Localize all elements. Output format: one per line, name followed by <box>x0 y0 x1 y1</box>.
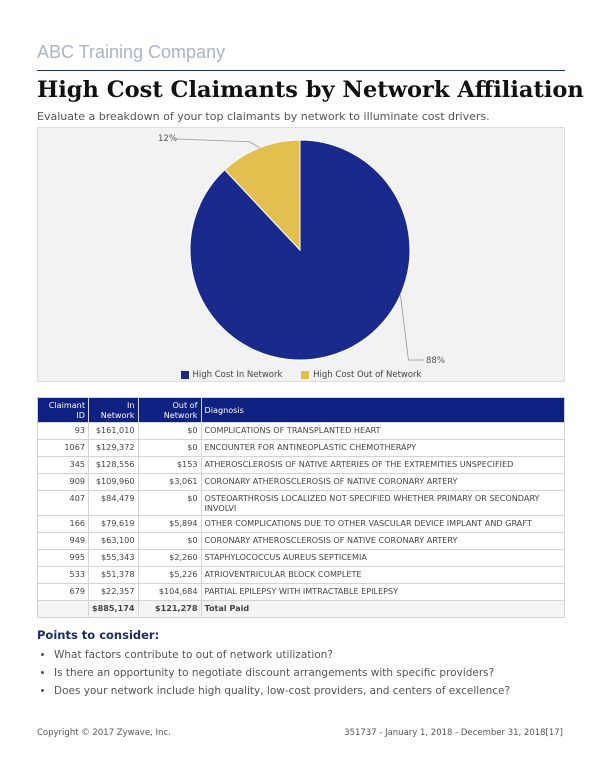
chart-legend <box>38 370 564 382</box>
cell-out-network: $0 <box>138 491 201 516</box>
cell-out-network: $5,894 <box>138 516 201 533</box>
page-title: High Cost Claimants by Network Affiliation <box>37 77 584 103</box>
cell-out-network: $3,061 <box>138 474 201 491</box>
cell-total-in-network: $885,174 <box>89 601 139 618</box>
cell-diagnosis: CORONARY ATHEROSCLEROSIS OF NATIVE CORONARY ARTERY <box>201 474 565 491</box>
table-header-row <box>38 398 565 423</box>
cell-in-network: $22,357 <box>89 584 139 601</box>
cell-out-network: $104,684 <box>138 584 201 601</box>
table-body <box>38 423 565 618</box>
cell-claimant-id: 166 <box>38 516 89 533</box>
footer-report-info: 351737 - January 1, 2018 - December 31, 2018[17] <box>344 728 563 738</box>
cell-out-network: $153 <box>138 457 201 474</box>
list-item: • What factors contribute to out of network utilization? <box>54 648 510 662</box>
legend-label-in-network: High Cost In Network <box>192 370 283 380</box>
cell-in-network: $55,343 <box>89 550 139 567</box>
cell-total-out-network: $121,278 <box>138 601 201 618</box>
cell-diagnosis: STAPHYLOCOCCUS AUREUS SEPTICEMIA <box>201 550 565 567</box>
cell-claimant-id: 407 <box>38 491 89 516</box>
legend-swatch-out-of-network <box>301 371 309 379</box>
pie-leader-line-in-network <box>400 295 424 360</box>
cell-diagnosis: PARTIAL EPILEPSY WITH IMTRACTABLE EPILEPSY <box>201 584 565 601</box>
company-name: ABC Training Company <box>37 42 226 62</box>
pie-chart-panel <box>37 127 565 382</box>
footer-copyright: Copyright © 2017 Zywave, Inc. <box>37 728 171 738</box>
list-item: • Is there an opportunity to negotiate discount arrangements with specific providers? <box>54 666 510 680</box>
table-row <box>38 491 565 516</box>
cell-out-network: $0 <box>138 533 201 550</box>
cell-in-network: $84,479 <box>89 491 139 516</box>
cell-diagnosis: ATHEROSCLEROSIS OF NATIVE ARTERIES OF THE EXTREMITIES UNSPECIFIED <box>201 457 565 474</box>
cell-claimant-id: 909 <box>38 474 89 491</box>
pie-chart <box>38 128 566 383</box>
cell-in-network: $128,556 <box>89 457 139 474</box>
header-rule <box>37 70 565 71</box>
header-out-network: Out of Network <box>138 398 201 423</box>
header-in-network: In Network <box>89 398 139 423</box>
header-claimant-id: Claimant ID <box>38 398 89 423</box>
cell-in-network: $79,619 <box>89 516 139 533</box>
table-row <box>38 474 565 491</box>
table-row <box>38 457 565 474</box>
legend-item-out-of-network <box>301 370 421 380</box>
cell-claimant-id: 679 <box>38 584 89 601</box>
cell-total-blank <box>38 601 89 618</box>
points-heading: Points to consider: <box>37 628 160 642</box>
cell-out-network: $0 <box>138 440 201 457</box>
table-row <box>38 516 565 533</box>
cell-claimant-id: 533 <box>38 567 89 584</box>
cell-diagnosis: OTHER COMPLICATIONS DUE TO OTHER VASCULAR DEVICE IMPLANT AND GRAFT <box>201 516 565 533</box>
legend-label-out-of-network: High Cost Out of Network <box>313 370 422 380</box>
table-row <box>38 567 565 584</box>
cell-out-network: $2,260 <box>138 550 201 567</box>
page-subtitle: Evaluate a breakdown of your top claimants by network to illuminate cost drivers. <box>37 110 490 123</box>
cell-in-network: $161,010 <box>89 423 139 440</box>
cell-in-network: $109,960 <box>89 474 139 491</box>
cell-diagnosis: ENCOUNTER FOR ANTINEOPLASTIC CHEMOTHERAPY <box>201 440 565 457</box>
legend-swatch-in-network <box>181 371 189 379</box>
cell-diagnosis: CORONARY ATHEROSCLEROSIS OF NATIVE CORONARY ARTERY <box>201 533 565 550</box>
table-row <box>38 440 565 457</box>
pie-label-out-of-network: 12% <box>158 134 177 144</box>
cell-claimant-id: 345 <box>38 457 89 474</box>
pie-label-in-network: 88% <box>426 356 445 366</box>
cell-claimant-id: 995 <box>38 550 89 567</box>
cell-in-network: $63,100 <box>89 533 139 550</box>
list-item: • Does your network include high quality, low-cost providers, and centers of excellence? <box>54 684 510 698</box>
legend-item-in-network <box>181 370 283 380</box>
table-row <box>38 533 565 550</box>
cell-diagnosis: COMPLICATIONS OF TRANSPLANTED HEART <box>201 423 565 440</box>
table-total-row <box>38 601 565 618</box>
cell-in-network: $51,378 <box>89 567 139 584</box>
cell-in-network: $129,372 <box>89 440 139 457</box>
claimants-table <box>37 397 565 618</box>
cell-claimant-id: 93 <box>38 423 89 440</box>
cell-out-network: $5,226 <box>138 567 201 584</box>
cell-out-network: $0 <box>138 423 201 440</box>
table-row <box>38 584 565 601</box>
cell-claimant-id: 1067 <box>38 440 89 457</box>
table-row <box>38 423 565 440</box>
cell-claimant-id: 949 <box>38 533 89 550</box>
cell-diagnosis: ATRIOVENTRICULAR BLOCK COMPLETE <box>201 567 565 584</box>
points-list <box>37 648 510 702</box>
cell-total-label: Total Paid <box>201 601 565 618</box>
cell-diagnosis: OSTEOARTHROSIS LOCALIZED NOT SPECIFIED WHETHER PRIMARY OR SECONDARY INVOLVI <box>201 491 565 516</box>
header-diagnosis: Diagnosis <box>201 398 565 423</box>
table-row <box>38 550 565 567</box>
pie-leader-line-out-of-network <box>176 139 260 148</box>
